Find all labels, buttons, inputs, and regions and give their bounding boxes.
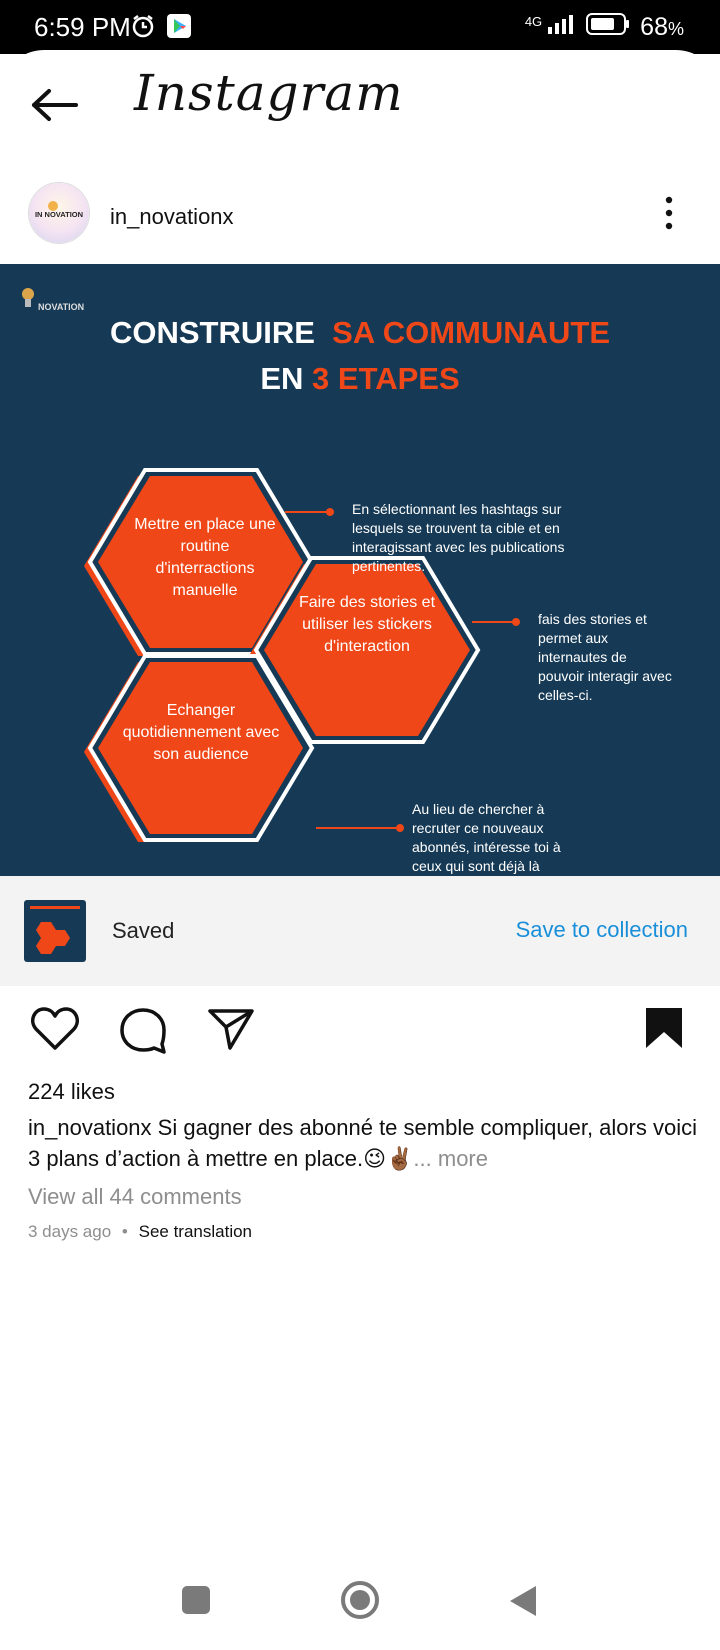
saved-bar [0,876,720,986]
avatar-text: IN NOVATION [34,210,84,219]
headline-accent-2: 3 ETAPES [312,361,460,396]
caption-more-link[interactable]: ... more [413,1146,488,1171]
post-username[interactable]: in_novationx [110,204,234,229]
view-comments-link[interactable]: View all 44 comments [28,1184,242,1209]
network-type: 4G [524,14,543,29]
status-time: 6:59 PM [34,12,131,42]
battery-unit: % [667,19,684,39]
caption-username[interactable]: in_novationx [28,1115,152,1140]
comment-icon[interactable] [118,1006,168,1059]
headline-white-2: EN [260,361,304,396]
post-time: 3 days ago [28,1222,112,1241]
bookmark-filled-icon[interactable] [644,1006,684,1055]
connector-dot-1 [326,508,334,516]
avatar[interactable] [28,182,90,244]
connector-dot-3 [396,824,404,832]
connector-dot-2 [512,618,520,626]
headline-white-1: CONSTRUIRE [109,315,315,350]
back-button[interactable] [508,1584,538,1623]
see-translation-link[interactable]: See translation [138,1222,253,1241]
caption-text: Si gagner des abonné te semble compliquer, alors voici 3 plans d’action à mettre en place.😉✌🏾 [28,1115,697,1171]
note-2: fais des stories et permet aux internautes de pouvoir interagir avec celles-ci. [538,611,672,703]
alarm-icon [130,13,156,44]
arrow-left-icon[interactable] [30,88,80,127]
save-to-collection-button[interactable]: Save to collection [515,917,688,942]
home-button[interactable] [340,1580,380,1625]
note-1: En sélectionnant les hashtags sur lesquels se trouvent ta cible et en interagissant avec les publications pertinentes. [352,501,565,574]
likes-count[interactable]: 224 likes [28,1079,115,1104]
battery-icon [586,12,630,43]
play-store-icon [167,14,191,43]
status-bar [0,0,720,54]
app-logo: Instagram [134,64,404,122]
note-3: Au lieu de chercher à recruter ce nouveaux abonnés, intéresse toi à ceux qui sont déjà là [412,801,561,874]
post-image[interactable] [0,264,720,876]
saved-thumbnail [24,900,86,962]
hex-2-text: Faire des stories et utiliser les stickers d'interaction [298,594,436,655]
like-icon[interactable] [30,1006,80,1057]
caption [28,1112,698,1174]
battery-value: 68 [640,13,668,41]
hex-1-text: Mettre en place une routine d'interractions manuelle [134,516,276,599]
hex-3-text: Echanger quotidiennement avec son audience [122,702,280,763]
headline-accent-1: SA COMMUNAUTE [332,315,611,350]
recents-button[interactable] [180,1584,212,1621]
signal-icon [546,13,576,42]
status-right-group [525,12,684,43]
more-options-icon[interactable] [664,196,674,235]
share-icon[interactable] [206,1006,256,1057]
battery-percentage [640,13,684,42]
post-meta [28,1222,252,1242]
meta-separator: • [121,1222,128,1241]
saved-label: Saved [112,918,175,943]
brand-text: NOVATION [38,302,85,312]
